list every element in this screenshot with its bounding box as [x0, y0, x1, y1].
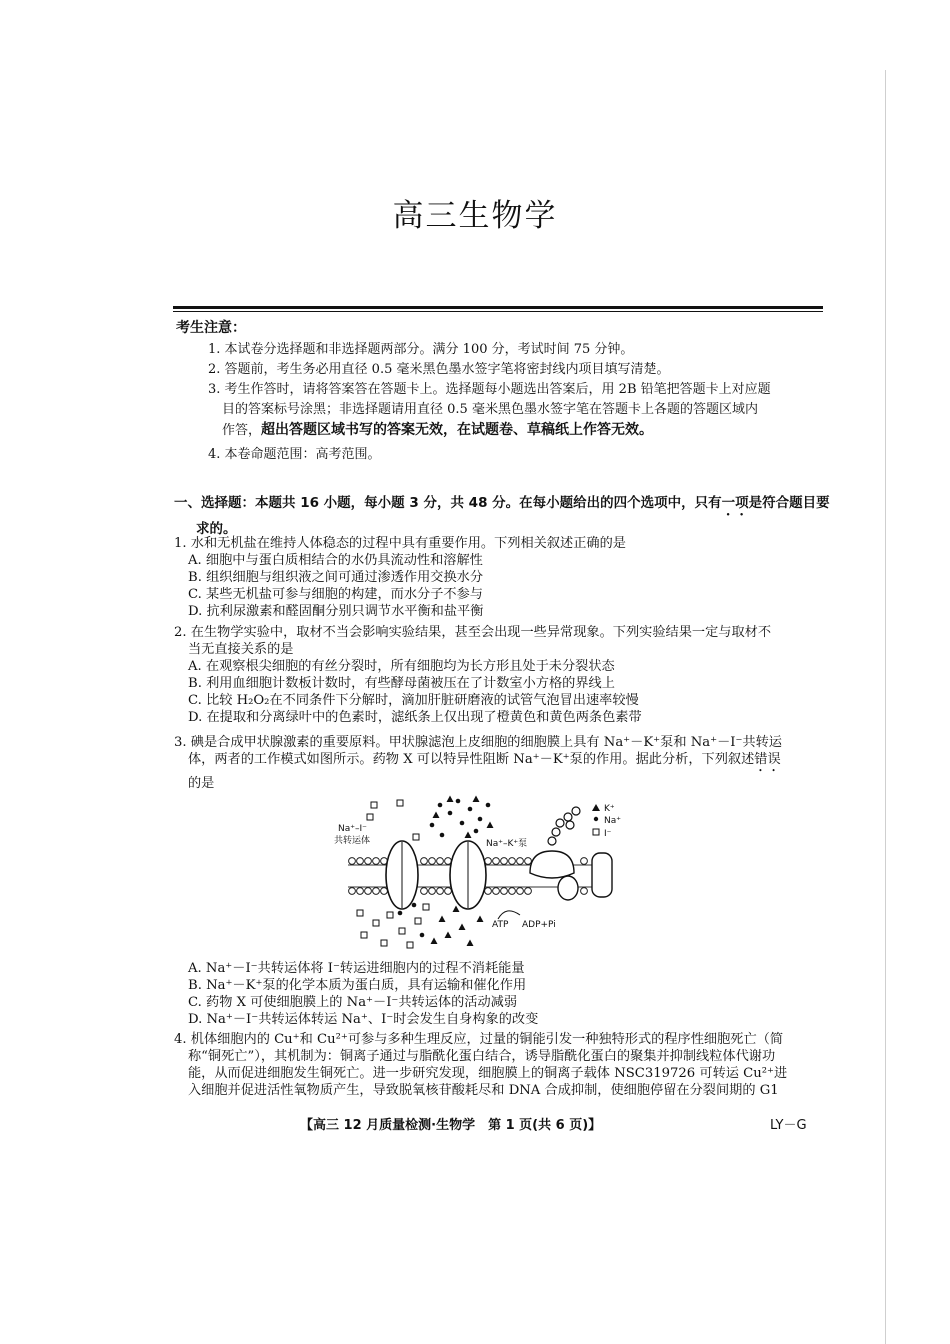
section-heading: [174, 493, 834, 539]
notice-item-3-cont: 目的答案标号涂黑；非选择题请用直径 0.5 毫米黑色墨水签字笔在答题卡上各题的答题区域内: [222, 402, 758, 417]
lipid-head: [357, 888, 364, 895]
q1-option-a: A. 细胞中与蛋白质相结合的水仍具流动性和溶解性: [188, 553, 483, 568]
peripheral-protein: [558, 876, 578, 900]
q3-option-b: B. Na⁺－K⁺泵的化学本质为蛋白质，具有运输和催化作用: [188, 978, 527, 993]
lipid-head: [501, 858, 508, 865]
lipid-head: [509, 888, 516, 895]
q3-stem-text: 体，两者的工作模式如图所示。药物 X 可以特异性阻断 Na⁺－K⁺泵的作用。据此分析，下列叙述: [188, 752, 755, 767]
question-3-options: [174, 960, 834, 1028]
lipid-head: [525, 888, 532, 895]
divider-thick: [173, 306, 823, 309]
question-3: [174, 734, 834, 792]
q1-stem: 1. 水和无机盐在维持人体稳态的过程中具有重要作用。下列相关叙述正确的是: [174, 536, 626, 551]
question-2: [174, 624, 834, 726]
sodium-ion: [412, 903, 417, 908]
section-text-a: 一、选择题：本题共 16 小题，每小题 3 分，共 48 分。在每小题给出的四个选项中，只有: [174, 495, 722, 511]
sodium-ion: [456, 799, 461, 804]
iodide-ion: [373, 920, 379, 926]
lipid-head: [445, 888, 452, 895]
q3-option-a: A. Na⁺－I⁻共转运体将 I⁻转运进细胞内的过程不消耗能量: [188, 961, 525, 976]
divider-thin: [173, 311, 823, 312]
q3-option-c: C. 药物 X 可使细胞膜上的 Na⁺－I⁻共转运体的活动减弱: [188, 995, 518, 1010]
lipid-head: [501, 888, 508, 895]
iodide-ion: [361, 932, 367, 938]
potassium-ion: [465, 832, 472, 839]
atp-arrow: [498, 911, 520, 919]
section-line-1: [174, 493, 834, 519]
notice-bold-warning: 超出答题区域书写的答案无效，在试题卷、草稿纸上作答无效。: [261, 422, 654, 438]
question-1: [174, 535, 834, 620]
legend-na-icon: [594, 817, 598, 821]
sodium-ion: [438, 803, 443, 808]
potassium-ion: [433, 812, 440, 819]
potassium-ion: [473, 796, 480, 803]
sodium-ion: [478, 817, 483, 822]
lipid-head: [421, 888, 428, 895]
q2-option-b: B. 利用血细胞计数板计数时，有些酵母菌被压在了计数室小方格的界线上: [188, 676, 615, 691]
notice-item-3-tail: 作答，: [222, 423, 262, 438]
sodium-ion: [430, 823, 435, 828]
lipid-head: [517, 858, 524, 865]
page-footer: 【高三 12 月质量检测·生物学 第 1 页(共 6 页)】: [300, 1118, 602, 1133]
q2-option-d: D. 在提取和分离绿叶中的色素时，滤纸条上仅出现了橙黄色和黄色两条色素带: [188, 710, 642, 725]
lipid-head: [381, 888, 388, 895]
q2-stem: 2. 在生物学实验中，取材不当会影响实验结果，甚至会出现一些异常现象。下列实验结果一定与取材不: [174, 625, 772, 640]
q3-emphasis: 错误: [754, 752, 781, 767]
q1-option-b: B. 组织细胞与组织液之间可通过渗透作用交换水分: [188, 570, 484, 585]
potassium-ion: [477, 916, 484, 923]
lipid-head: [437, 858, 444, 865]
legend-na: Na⁺: [604, 816, 621, 826]
pump-label: Na⁺–K⁺泵: [486, 839, 528, 849]
exam-notice: [176, 318, 826, 465]
sodium-ion: [474, 829, 479, 834]
sodium-ion: [420, 933, 425, 938]
q3-option-d: D. Na⁺－I⁻共转运体转运 Na⁺、I⁻时会发生自身构象的改变: [188, 1012, 539, 1027]
notice-item-4: 4. 本卷命题范围：高考范围。: [208, 447, 381, 462]
section-emphasis: 一项: [721, 495, 749, 511]
lipid-head: [365, 858, 372, 865]
iodide-ion: [371, 802, 377, 808]
q2-stem-cont: 当无直接关系的是: [188, 642, 294, 657]
adp-label: ADP+Pi: [522, 920, 556, 930]
legend-k: K⁺: [604, 804, 615, 814]
lipid-head: [493, 858, 500, 865]
potassium-ion: [467, 940, 474, 947]
q4-line-3: 能，从而促进细胞发生铜死亡。进一步研究发现，细胞膜上的铜离子载体 NSC319726 可转运 Cu²⁺进: [188, 1066, 788, 1081]
notice-item-3-cont2: [176, 420, 826, 441]
legend-k-icon: [592, 804, 600, 811]
legend: [592, 804, 621, 839]
q1-option-d: D. 抗利尿激素和醛固酮分别只调节水平衡和盐平衡: [188, 604, 484, 619]
sodium-ion: [398, 911, 403, 916]
iodide-ion: [399, 928, 405, 934]
channel-protein: [592, 853, 612, 897]
iodide-ion: [423, 904, 429, 910]
lipid-head: [485, 888, 492, 895]
iodide-ion: [387, 912, 393, 918]
notice-item-1: 1. 本试卷分选择题和非选择题两部分。满分 100 分，考试时间 75 分钟。: [208, 342, 634, 357]
question-4: [174, 1031, 834, 1099]
potassium-ion: [439, 916, 446, 923]
q4-line-1: 4. 机体细胞内的 Cu⁺和 Cu²⁺可参与多种生理反应，过量的铜能引发一种独特形式的程序性细胞死亡（简: [174, 1032, 784, 1047]
notice-item-2: 2. 答题前，考生务必用直径 0.5 毫米黑色墨水签字笔将密封线内项目填写清楚。: [208, 362, 670, 377]
cotransporter-label-2: 共转运体: [334, 836, 371, 846]
sodium-ion: [440, 833, 445, 838]
lipid-head: [581, 888, 588, 895]
q2-option-c: C. 比较 H₂O₂在不同条件下分解时，滴加肝脏研磨液的试管气泡冒出速率较慢: [188, 693, 639, 708]
glycoprotein: [530, 851, 574, 878]
atp-label: ATP: [492, 920, 509, 930]
lipid-head: [429, 888, 436, 895]
cotransporter-label-1: Na⁺–I⁻: [338, 824, 367, 834]
q4-line-4: 入细胞并促进活性氧物质产生，导致脱氧核苷酸耗尽和 DNA 合成抑制，使细胞停留在分裂间期的 G1: [188, 1083, 779, 1098]
lipid-head: [509, 858, 516, 865]
lipid-head: [365, 888, 372, 895]
paper-code: LY－G: [770, 1118, 807, 1133]
iodide-ion: [407, 942, 413, 948]
page-title: 高三生物学: [392, 198, 558, 234]
notice-heading: 考生注意：: [176, 320, 246, 336]
membrane-diagram: [330, 795, 630, 955]
lipid-head: [493, 888, 500, 895]
lipid-head: [429, 858, 436, 865]
lipid-head: [373, 888, 380, 895]
lipid-head: [349, 858, 356, 865]
q3-stem-end: 的是: [188, 776, 215, 791]
iodide-ion: [413, 834, 419, 840]
lipid-head: [349, 888, 356, 895]
potassium-ion: [459, 924, 466, 931]
sodium-ion: [448, 811, 453, 816]
iodide-ion: [367, 814, 373, 820]
q3-stem-cont: [174, 751, 834, 775]
lipid-head: [373, 858, 380, 865]
section-text-b: 是符合题目要: [748, 495, 830, 511]
lipid-head: [581, 858, 588, 865]
q1-option-c: C. 某些无机盐可参与细胞的构建，而水分子不参与: [188, 587, 483, 602]
q3-stem: 3. 碘是合成甲状腺激素的重要原料。甲状腺滤泡上皮细胞的细胞膜上具有 Na⁺－K⁺泵和 Na⁺－I⁻共转运: [174, 735, 782, 750]
notice-item-3: 3. 考生作答时，请将答案答在答题卡上。选择题每小题选出答案后，用 2B 铅笔把答题卡上对应题: [208, 382, 771, 397]
sodium-ion: [486, 803, 491, 808]
iodide-ion: [397, 800, 403, 806]
iodide-ion: [357, 910, 363, 916]
lipid-head: [357, 858, 364, 865]
membrane-transport-figure: [330, 795, 630, 955]
section-line-2: 求的。: [196, 521, 237, 537]
sugar-chain: [548, 807, 580, 845]
sodium-ion: [460, 821, 465, 826]
iodide-ion: [415, 918, 421, 924]
potassium-ion: [453, 906, 460, 913]
iodide-ion: [381, 940, 387, 946]
legend-i: I⁻: [604, 829, 612, 839]
page-edge: [885, 70, 886, 1344]
potassium-ion: [487, 822, 494, 829]
q2-option-a: A. 在观察根尖细胞的有丝分裂时，所有细胞均为长方形且处于未分裂状态: [188, 659, 615, 674]
potassium-ion: [447, 796, 454, 803]
sodium-ion: [468, 807, 473, 812]
q4-line-2: 称“铜死亡”），其机制为：铜离子通过与脂酰化蛋白结合，诱导脂酰化蛋白的聚集并抑制线粒体代谢功: [188, 1049, 776, 1064]
legend-i-icon: [593, 829, 599, 835]
potassium-ion: [431, 938, 438, 945]
lipid-head: [525, 858, 532, 865]
potassium-ion: [445, 932, 452, 939]
lipid-head: [517, 888, 524, 895]
lipid-head: [421, 858, 428, 865]
lipid-head: [437, 888, 444, 895]
